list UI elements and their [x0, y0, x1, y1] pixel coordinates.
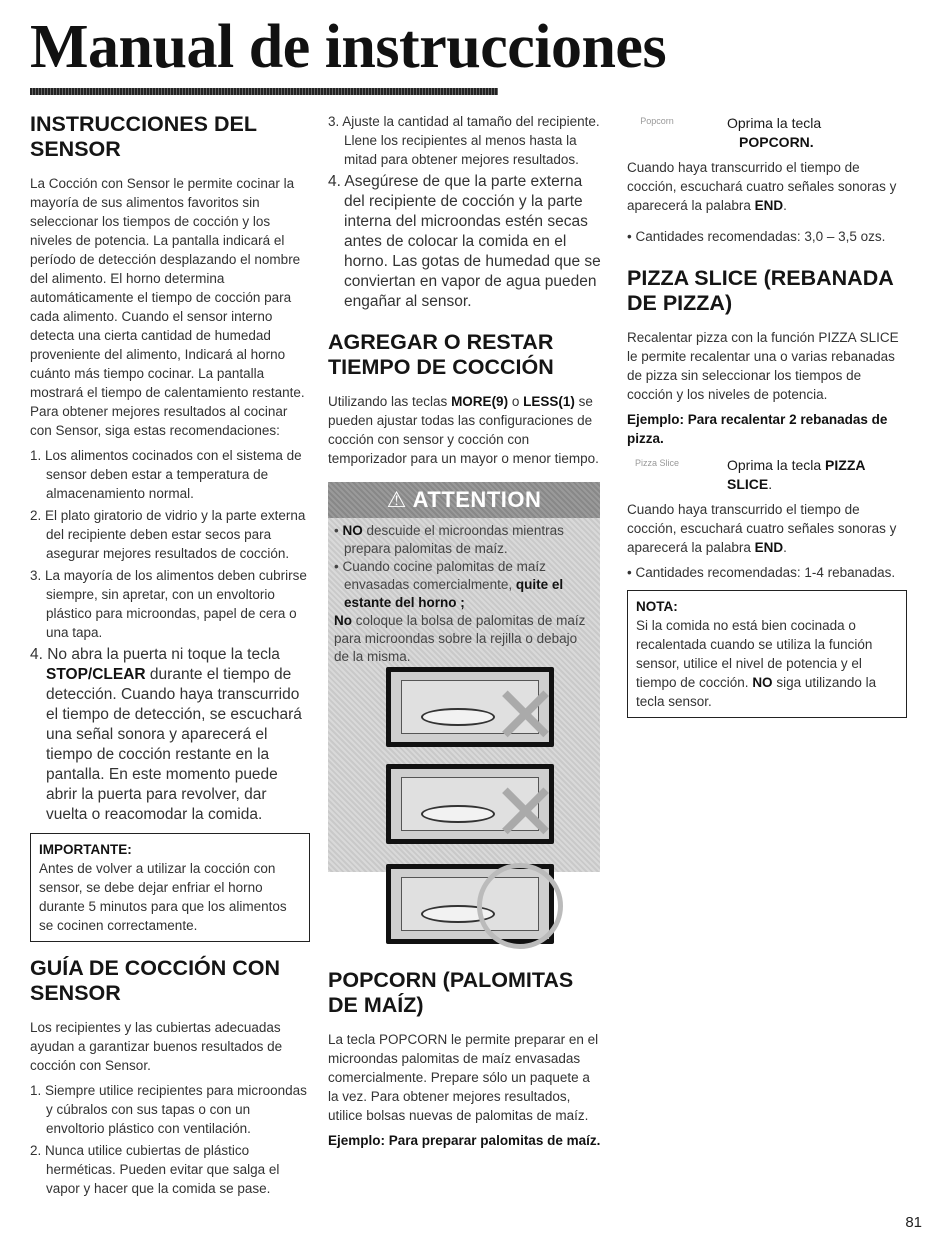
- pizza-key-name-1: PIZZA: [825, 457, 866, 473]
- attention-body: [328, 518, 600, 670]
- nota-no: NO: [752, 675, 773, 690]
- pizza-slice-key-icon: Pizza Slice: [634, 458, 679, 468]
- list-item: 4. Asegúrese de que la parte externa del recipiente de cocción y la parte interna del microondas estén secas antes de colocar la comida en el horno. Las gotas de humedad que se conviertan en vapor de agua pueden engañar al sensor.: [328, 173, 601, 310]
- addsub-or: o: [508, 394, 524, 409]
- guide-list: [30, 1081, 310, 1198]
- end-word: END: [754, 540, 784, 555]
- sensor-recommendations-continued: [328, 112, 603, 312]
- addsub-pre: Utilizando las teclas: [328, 394, 452, 409]
- pizza-text: Recalentar pizza con la función PIZZA SLICE le permite recalentar una o varias rebanadas de pizza sin seleccionar los tiempos de cocción y los niveles de potencia.: [627, 330, 899, 402]
- add-subtract-title: AGREGAR O RESTAR TIEMPO DE COCCIÓN: [328, 330, 554, 379]
- circle-ok-icon: [477, 863, 563, 949]
- item4-post: durante el tiempo de detección. Cuando haya transcurrido el tiempo de detección, se escuchará una señal sonora y aparecerá el tiempo de cocción restante en la pantalla. En este momento puede abrir la puerta para revolver, dar vuelta o reacomodar la comida.: [46, 666, 302, 823]
- stop-clear-key: STOP/CLEAR: [46, 666, 146, 683]
- popcorn-bag: [421, 805, 495, 823]
- pizza-key-row: [627, 456, 907, 494]
- popcorn-key-row: [627, 114, 907, 152]
- sensor-recommendations-list: [30, 446, 310, 825]
- attention-item: • NO descuide el microondas mientras prepara palomitas de maíz.: [334, 523, 564, 556]
- popcorn-example: Ejemplo: Para preparar palomitas de maíz.: [328, 1133, 601, 1148]
- no-word: No: [334, 613, 352, 628]
- list-item: 2. Nunca utilice cubiertas de plástico herméticas. Pueden evitar que salga el vapor y hacer que la comida se pase.: [30, 1143, 280, 1196]
- attention-item: [334, 612, 594, 666]
- item4-pre: 4. No abra la puerta ni toque la tecla: [30, 646, 280, 663]
- att2-text: Cuando cocine palomitas de maíz envasadas comercialmente,: [342, 559, 546, 592]
- column-right: [627, 112, 907, 728]
- more-key: MORE(9): [451, 394, 509, 409]
- list-item: 1. Los alimentos cocinados con el sistema de sensor deben estar a temperatura de almacenamiento normal.: [30, 448, 302, 501]
- attention-header: ⚠ ATTENTION: [328, 482, 600, 518]
- page-title: Manual de instrucciones: [30, 13, 667, 81]
- less-key: LESS(1): [523, 394, 575, 409]
- column-left: [30, 112, 310, 1201]
- nota-post: siga utilizando la tecla sensor.: [636, 675, 877, 709]
- pizza-key-instruction: Oprima la tecla PIZZA SLICE.: [727, 457, 866, 492]
- oven-illustration-wrong-2: [386, 764, 559, 857]
- nota-title: NOTA:: [636, 599, 678, 614]
- important-box: [30, 833, 310, 942]
- press-text: Oprima la tecla: [727, 457, 826, 473]
- important-title: IMPORTANTE:: [39, 842, 132, 857]
- list-item: 3. Ajuste la cantidad al tamaño del recipiente. Llene los recipientes al menos hasta la mitad para obtener mejores resultados.: [328, 114, 600, 167]
- popcorn-key-instruction: [687, 114, 907, 152]
- pizza-example: Ejemplo: Para recalentar 2 rebanadas de pizza.: [627, 412, 888, 446]
- guide-section-title: GUÍA DE COCCIÓN CON SENSOR: [30, 956, 281, 1005]
- add-subtract-text: [328, 392, 603, 468]
- end-dot: .: [783, 540, 787, 555]
- list-item: 3. La mayoría de los alimentos deben cubrirse siempre, sin apretar, con un envoltorio plástico para microondas, papel de cera o una tapa.: [30, 568, 307, 640]
- page-number: 81: [905, 1214, 922, 1231]
- end-dot: .: [783, 198, 787, 213]
- title-rule: [30, 88, 498, 95]
- list-item: 2. El plato giratorio de vidrio y la parte externa del recipiente deben estar secos para asegurar mejores resultados de cocción.: [30, 508, 306, 561]
- pizza-key-name-2: SLICE: [727, 476, 769, 492]
- after-text: Cuando haya transcurrido el tiempo de cocción, escuchará cuatro señales sonoras y aparecerá la palabra: [627, 502, 897, 555]
- oven-illustration-correct: [386, 864, 554, 944]
- x-mark-icon: ✕: [491, 768, 559, 857]
- popcorn-text: La tecla POPCORN le permite preparar en el microondas palomitas de maíz envasadas comercialmente. Prepare sólo un paquete a la vez. Para obtener mejores resultados, utilice bolsas nuevas de palomitas de maíz.: [328, 1032, 599, 1123]
- nota-box: [627, 590, 907, 718]
- pizza-section-title: PIZZA SLICE (REBANADA DE PIZZA): [627, 266, 893, 315]
- remove-rack-text: quite el estante del horno ;: [344, 577, 564, 610]
- popcorn-after-text: [627, 158, 907, 215]
- attention-box: [328, 482, 600, 872]
- att1-text: descuide el microondas mientras prepara palomitas de maíz.: [344, 523, 564, 556]
- pizza-after-text: [627, 500, 907, 557]
- press-text: Oprima la tecla: [727, 115, 822, 131]
- nota-pre: Si la comida no está bien cocinada o recalentada cuando se utiliza la función sensor, utilice el nivel de potencia y el tiempo de cocción.: [636, 618, 873, 690]
- att3-text: coloque la bolsa de palomitas de maíz para microondas sobre la rejilla o debajo de la misma.: [334, 613, 586, 664]
- popcorn-quantity: • Cantidades recomendadas: 3,0 – 3,5 ozs.: [627, 229, 886, 244]
- sensor-intro: La Cocción con Sensor le permite cocinar la mayoría de sus alimentos favoritos sin seleccionar los tiempos de cocción y los niveles de potencia. La pantalla indicará el período de detección desplazando el nombre del alimento. El horno determina automáticamente el tiempo de cocción para cada alimento. Cuando el sensor interno detecta una cierta cantidad de humedad proveniente del alimento, Indicará al horno cuánto más tiempo cocinar. La pantalla mostrará el tiempo de calentamiento restante. Para obtener mejores resultados al cocinar con Sensor, siga estas recomendaciones:: [30, 176, 305, 438]
- attention-item: • Cuando cocine palomitas de maíz envasadas comercialmente, quite el estante del horno ;: [334, 559, 564, 610]
- popcorn-section-title: POPCORN (PALOMITAS DE MAÍZ): [328, 968, 574, 1017]
- guide-intro: Los recipientes y las cubiertas adecuadas ayudan a garantizar buenos resultados de cocción con Sensor.: [30, 1020, 283, 1073]
- no-word: NO: [342, 523, 363, 538]
- oven-illustration-wrong-1: [386, 667, 559, 760]
- sensor-section-title: INSTRUCCIONES DEL SENSOR: [30, 112, 257, 161]
- pizza-quantity: • Cantidades recomendadas: 1-4 rebanadas.: [627, 565, 896, 580]
- important-text: Antes de volver a utilizar la cocción con sensor, se debe dejar enfriar el horno durante 5 minutos para que los alimentos se cocinen correctamente.: [39, 861, 287, 933]
- x-mark-icon: ✕: [491, 671, 559, 760]
- popcorn-bag: [421, 708, 495, 726]
- popcorn-key-name: POPCORN.: [739, 134, 814, 150]
- after-text: Cuando haya transcurrido el tiempo de cocción, escuchará cuatro señales sonoras y aparecerá la palabra: [627, 160, 897, 213]
- end-word: END: [754, 198, 784, 213]
- addsub-post: se pueden ajustar todas las configuraciones de cocción con sensor y cocción con temporizador para un mayor o menor tiempo.: [328, 394, 599, 466]
- popcorn-key-icon: Popcorn: [640, 116, 674, 126]
- column-middle: [328, 112, 603, 1156]
- list-item: [30, 645, 310, 825]
- list-item: 1. Siempre utilice recipientes para microondas y cúbralos con sus tapas o con un envoltorio plástico con ventilación.: [30, 1083, 307, 1136]
